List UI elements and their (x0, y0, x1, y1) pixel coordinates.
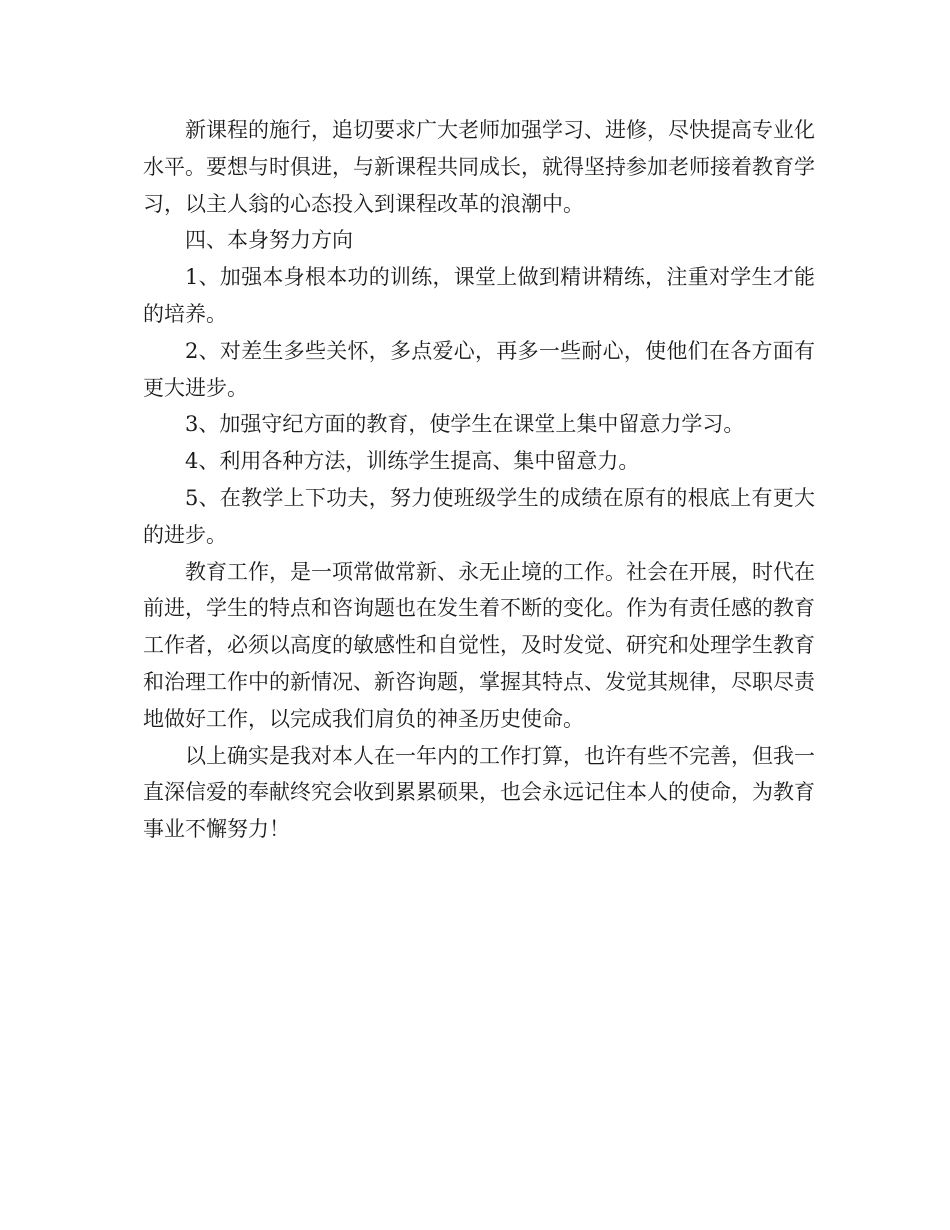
paragraph-curriculum-learning: 新课程的施行，追切要求广大老师加强学习、进修，尽快提高专业化水平。要想与时俱进，与新课程共同成长，就得坚持参加老师接着教育学习，以主人翁的心态投入到课程改革的浪潮中。 (143, 118, 815, 216)
list-item-5: 5、在教学上下功夫，努力使班级学生的成绩在原有的根底上有更大的进步。 (143, 485, 815, 547)
paragraph-conclusion: 以上确实是我对本人在一年内的工作打算，也许有些不完善，但我一直深信爱的奉献终究会收到累累硕果，也会永远记住本人的使命，为教育事业不懈努力！ (143, 743, 815, 842)
list-item-4: 4、利用各种方法，训练学生提高、集中留意力。 (185, 449, 640, 474)
list-item-3: 3、加强守纪方面的教育，使学生在课堂上集中留意力学习。 (185, 412, 745, 437)
section-heading-self-improvement: 四、本身努力方向 (185, 228, 353, 253)
document-body (143, 112, 815, 848)
list-item-2: 2、对差生多些关怀，多点爱心，再多一些耐心，使他们在各方面有更大进步。 (143, 338, 815, 400)
list-item-1: 1、加强本身根本功的训练，课堂上做到精讲精练，注重对学生才能的培养。 (143, 265, 815, 326)
paragraph-education-work: 教育工作，是一项常做常新、永无止境的工作。社会在开展，时代在前进，学生的特点和咨询题也在发生着不断的变化。作为有责任感的教育工作者，必须以高度的敏感性和自觉性，及时发觉、研究和处理学生教育和治理工作中的新情况、新咨询题，掌握其特点、发觉其规律，尽职尽责地做好工作，以完成我们肩负的神圣历史使命。 (143, 559, 815, 731)
